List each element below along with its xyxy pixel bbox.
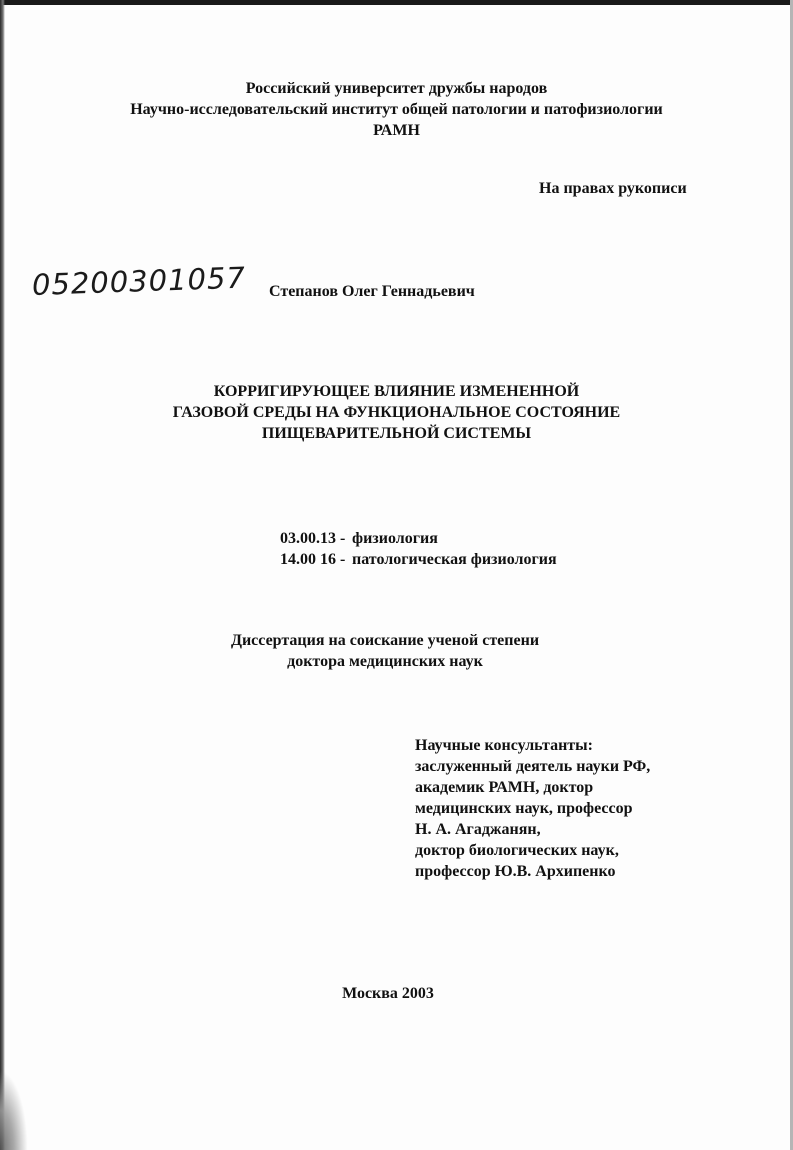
consultants-block <box>415 735 650 882</box>
specialty-name: физиология <box>352 530 438 547</box>
institution-line: Российский университет дружбы народов <box>245 80 548 97</box>
consultant-line: заслуженный деятель науки РФ, <box>415 758 651 775</box>
title-line: КОРРИГИРУЮЩЕЕ ВЛИЯНИЕ ИЗМЕНЕННОЙ <box>213 383 580 400</box>
institution-line: Научно-исследовательский институт общей патологии и патофизиологии <box>130 101 663 118</box>
city-year: Москва 2003 <box>342 985 434 1002</box>
specialty-row <box>280 528 557 549</box>
consultant-line: профессор Ю.В. Архипенко <box>415 863 616 880</box>
author-name: Степанов Олег Геннадьевич <box>269 283 475 300</box>
consultant-line: академик РАМН, доктор <box>415 779 594 796</box>
specialty-code: 03.00.13 - <box>280 530 346 547</box>
scan-edge-top <box>0 0 793 5</box>
consultant-line: Н. А. Агаджанян, <box>415 821 541 838</box>
handwritten-number: 05200301057 <box>31 260 247 302</box>
specialty-code: 14.00 16 - <box>280 551 346 568</box>
consultant-line: медицинских наук, профессор <box>415 800 633 817</box>
scan-corner-smudge <box>0 1070 28 1150</box>
specialties-block <box>280 528 557 570</box>
title-line: ПИЩЕВАРИТЕЛЬНОЙ СИСТЕМЫ <box>261 425 532 442</box>
institution-line: РАМН <box>373 122 420 139</box>
degree-statement <box>0 630 770 672</box>
institution-block <box>0 78 793 141</box>
dissertation-title <box>0 381 793 444</box>
consultant-line: доктор биологических наук, <box>415 842 619 859</box>
degree-line: Диссертация на соискание ученой степени <box>230 632 540 649</box>
specialty-name: патологическая физиология <box>352 551 557 568</box>
scan-edge-left <box>0 0 5 1150</box>
rights-note: На правах рукописи <box>539 180 687 197</box>
specialty-row <box>280 549 557 570</box>
title-line: ГАЗОВОЙ СРЕДЫ НА ФУНКЦИОНАЛЬНОЕ СОСТОЯНИЕ <box>172 404 621 421</box>
consultants-heading: Научные консультанты: <box>415 737 593 754</box>
degree-line: доктора медицинских наук <box>287 653 483 670</box>
